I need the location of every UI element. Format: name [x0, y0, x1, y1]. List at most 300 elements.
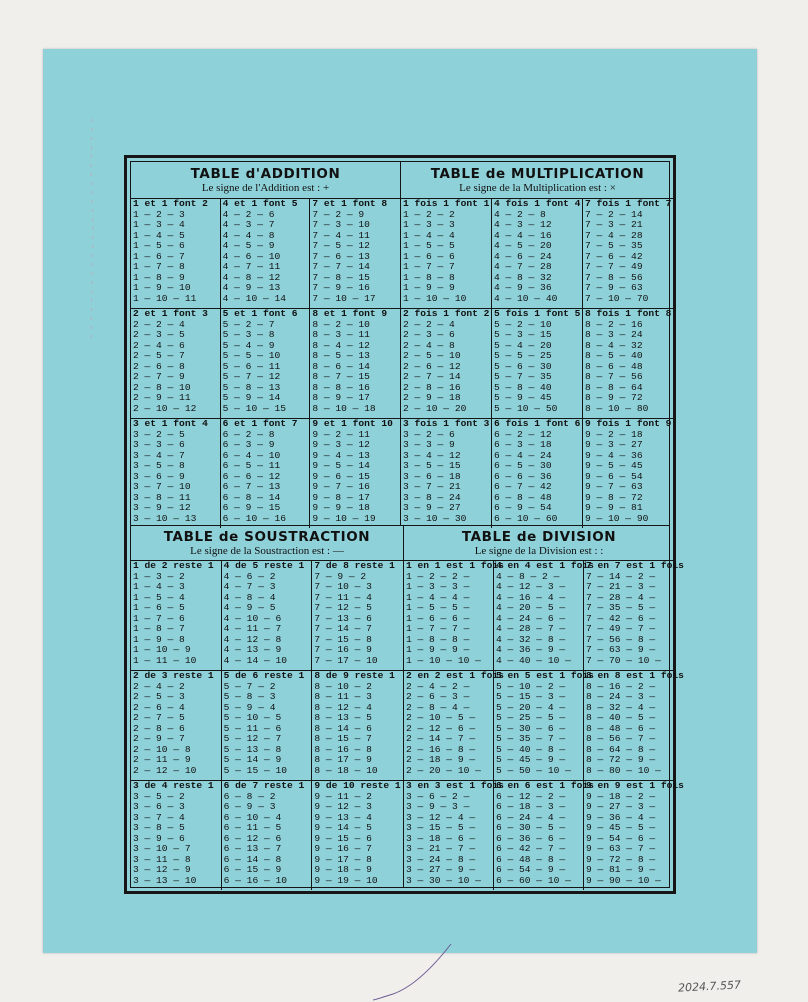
table-row: 7 — 5 — 35 — [585, 240, 643, 251]
table-row: 3 — 15 — 5 — — [406, 822, 476, 833]
table-row: 7 — 49 — 7 — — [586, 623, 656, 634]
table-row: 1 — 3 — 2 — [133, 570, 185, 582]
table-row: 8 — 24 — 3 — — [586, 691, 656, 702]
table-row: 6 — 8 — 2 — [223, 790, 276, 802]
table-row: 8 — 3 — 11 — [312, 329, 370, 340]
table-row: 8 — 16 — 2 — — [586, 680, 656, 692]
table-row: 7 — 14 — 7 — [314, 623, 372, 634]
table-row: 6 — 18 — 3 — — [496, 801, 566, 812]
table-row: 5 — 12 — 7 — [223, 733, 282, 744]
table-row: 1 — 4 — 4 — [403, 229, 455, 241]
table-row-header: 1 en 1 est 1 fois — [406, 560, 504, 571]
table-row: 1 — 9 — 9 — [403, 282, 455, 293]
table-row: 2 — 10 — 12 — [133, 402, 197, 414]
table-row-header: 8 en 8 est 1 fois — [586, 670, 684, 681]
table-row: 9 — 2 — 18 — [585, 428, 643, 440]
table-row: 3 — 12 — 4 — — [406, 811, 476, 823]
multiplication-title: TABLE de MULTIPLICATION — [430, 166, 645, 182]
table-row: 1 — 11 — 10 — [133, 654, 197, 666]
table-row: 6 — 5 — 11 — [222, 460, 281, 471]
soustraction-block-3 — [131, 780, 403, 890]
table-row: 8 — 10 — 18 — [312, 402, 376, 414]
table-row-header: 5 fois 1 font 5 — [494, 308, 581, 319]
table-row: 8 — 17 — 9 — [314, 754, 372, 765]
table-row: 5 — 10 — 5 — [223, 712, 282, 723]
table-row: 1 — 7 — 7 — [403, 261, 455, 272]
table-row: 5 — 3 — 15 — [494, 329, 552, 340]
table-row: 3 — 6 — 3 — [133, 801, 185, 812]
division-column — [494, 560, 594, 670]
table-row: 9 — 2 — 11 — [312, 428, 370, 440]
table-row: 4 — 2 — 6 — [222, 208, 275, 220]
table-row: 2 — 4 — 2 — — [406, 680, 470, 692]
table-row: 2 — 5 — 7 — [133, 350, 185, 361]
table-row: 8 — 16 — 8 — [314, 743, 372, 755]
table-row: 6 — 48 — 8 — — [496, 853, 566, 865]
table-row: 8 — 8 — 16 — [312, 381, 370, 393]
table-row: 7 — 35 — 5 — — [586, 602, 656, 613]
table-row: 5 — 9 — 14 — [222, 392, 281, 403]
table-row: 3 — 5 — 2 — [133, 790, 185, 802]
table-row: 9 — 17 — 8 — [314, 853, 372, 865]
table-row-header: 9 et 1 font 10 — [312, 418, 393, 429]
addition-table — [131, 162, 400, 525]
table-row: 8 — 10 — 2 — [314, 680, 372, 692]
table-row: 4 — 6 — 10 — [222, 250, 281, 262]
table-row: 7 — 10 — 3 — [314, 581, 372, 592]
table-row: 4 — 11 — 7 — [223, 623, 282, 634]
table-row: 5 — 11 — 6 — [223, 722, 282, 734]
table-row: 6 — 3 — 18 — [494, 439, 552, 450]
multiplication-column — [492, 309, 583, 418]
table-row-header: 5 en 5 est 1 fois — [496, 670, 594, 681]
table-row: 9 — 8 — 72 — [585, 491, 643, 503]
table-row: 3 — 11 — 8 — [133, 853, 191, 865]
table-row: 7 — 3 — 10 — [312, 219, 370, 230]
table-row: 5 — 13 — 8 — [223, 743, 282, 755]
table-row: 9 — 14 — 5 — [314, 822, 372, 833]
soustraction-column — [312, 671, 402, 780]
table-row: 1 — 6 — 5 — [133, 602, 185, 613]
table-row: 2 — 3 — 6 — [403, 329, 455, 340]
table-row: 6 — 60 — 10 — — [496, 874, 571, 886]
table-row: 4 — 9 — 36 — [494, 282, 552, 293]
division-title: TABLE de DIVISION — [461, 529, 617, 545]
addition-column — [221, 309, 311, 418]
table-row: 9 — 72 — 8 — — [586, 853, 656, 865]
table-row: 4 — 3 — 7 — [222, 219, 275, 230]
table-row: 4 — 10 — 6 — [223, 612, 282, 624]
table-row-header: 1 de 2 reste 1 — [133, 560, 214, 571]
table-row: 6 — 7 — 13 — [222, 481, 281, 492]
table-row: 7 — 28 — 4 — — [586, 591, 656, 603]
table-row: 7 — 7 — 14 — [312, 261, 370, 272]
table-row: 2 — 14 — 7 — — [406, 733, 476, 744]
table-row: 1 — 10 — 10 — [403, 292, 467, 304]
table-row: 3 — 2 — 5 — [133, 428, 185, 440]
table-row: 3 — 10 — 30 — [403, 512, 467, 524]
table-row: 1 — 2 — 3 — [133, 208, 185, 220]
division-block-2 — [404, 670, 684, 780]
division-column — [494, 780, 594, 890]
table-row-header: 3 et 1 font 4 — [133, 418, 208, 429]
table-row: 9 — 3 — 27 — [585, 439, 643, 450]
multiplication-column — [492, 199, 583, 308]
soustraction-column — [131, 671, 222, 780]
table-row: 2 — 10 — 20 — [403, 402, 467, 414]
table-row: 2 — 18 — 9 — — [406, 754, 476, 765]
division-table — [404, 527, 684, 886]
table-row: 1 — 7 — 8 — [133, 261, 185, 272]
table-row: 2 — 6 — 3 — — [406, 691, 470, 702]
table-row: 7 — 63 — 9 — — [586, 644, 656, 655]
table-row: 7 — 7 — 49 — [585, 261, 643, 272]
table-row-header: 9 fois 1 font 9 — [585, 418, 672, 429]
table-row: 6 — 24 — 4 — — [496, 811, 566, 823]
table-row: 6 — 9 — 15 — [222, 502, 281, 513]
division-block-1 — [404, 560, 684, 670]
table-row: 5 — 25 — 5 — — [496, 712, 566, 723]
table-row: 2 — 6 — 12 — [403, 360, 461, 372]
table-row: 8 — 80 — 10 — — [586, 764, 661, 776]
table-row: 7 — 13 — 6 — [314, 612, 372, 624]
soustraction-column — [131, 781, 222, 890]
addition-column — [131, 309, 221, 418]
table-row: 6 — 8 — 48 — [494, 491, 552, 503]
table-row: 4 — 7 — 3 — [223, 581, 276, 592]
table-row: 4 — 40 — 10 — — [496, 654, 571, 666]
table-row: 4 — 7 — 28 — [494, 261, 552, 272]
table-row: 6 — 2 — 12 — [494, 428, 552, 440]
division-block-3 — [404, 780, 684, 890]
table-row: 9 — 6 — 15 — [312, 470, 370, 482]
table-row: 6 — 11 — 5 — [223, 822, 282, 833]
table-row: 7 — 42 — 6 — — [586, 612, 656, 624]
table-row: 8 — 11 — 3 — [314, 691, 372, 702]
table-row: 9 — 7 — 16 — [312, 481, 370, 492]
table-row: 1 — 5 — 6 — [133, 240, 185, 251]
table-row: 4 — 8 — 4 — [223, 591, 276, 603]
table-row: 9 — 11 — 2 — [314, 790, 372, 802]
table-row-header: 7 de 8 reste 1 — [314, 560, 395, 571]
table-row-header: 8 de 9 reste 1 — [314, 670, 395, 681]
table-row: 8 — 8 — 64 — [585, 381, 643, 393]
table-row: 3 — 30 — 10 — — [406, 874, 481, 886]
table-row: 3 — 27 — 9 — — [406, 864, 476, 875]
table-row: 5 — 4 — 20 — [494, 339, 552, 351]
soustraction-block-1 — [131, 560, 403, 670]
table-row: 2 — 6 — 4 — [133, 701, 185, 713]
table-row: 9 — 6 — 54 — [585, 470, 643, 482]
table-row: 2 — 8 — 16 — [403, 381, 461, 393]
multiplication-column — [401, 419, 492, 528]
table-row-header: 4 de 5 reste 1 — [223, 560, 305, 571]
table-row: 3 — 13 — 10 — [133, 874, 197, 886]
table-row-header: 3 en 3 est 1 fois — [406, 780, 504, 791]
table-row: 2 — 4 — 6 — [133, 339, 185, 351]
vertical-divider-top — [400, 162, 401, 526]
multiplication-block-1 — [401, 198, 674, 308]
table-row: 8 — 9 — 17 — [312, 392, 370, 403]
addition-column — [310, 419, 399, 528]
table-row: 3 — 6 — 18 — [403, 470, 461, 482]
table-row: 9 — 81 — 9 — — [586, 864, 656, 875]
table-row: 4 — 8 — 12 — [222, 271, 281, 283]
table-row: 7 — 11 — 4 — [314, 591, 372, 603]
table-row-header: 6 fois 1 font 6 — [494, 418, 581, 429]
addition-title: TABLE d'ADDITION — [190, 166, 341, 182]
soustraction-column — [312, 781, 402, 890]
table-row: 5 — 2 — 10 — [494, 318, 552, 330]
table-row: 7 — 17 — 10 — [314, 654, 378, 666]
table-row: 3 — 18 — 6 — — [406, 832, 476, 844]
table-row: 1 — 8 — 8 — [403, 271, 455, 283]
table-row: 8 — 5 — 40 — [585, 350, 643, 361]
table-row: 1 — 4 — 5 — [133, 229, 185, 241]
table-row: 2 — 7 — 5 — [133, 712, 185, 723]
table-row: 8 — 7 — 15 — [312, 371, 370, 382]
table-row: 6 — 12 — 2 — — [496, 790, 566, 802]
table-row: 1 — 9 — 9 — — [406, 644, 470, 655]
table-row: 9 — 90 — 10 — — [586, 874, 661, 886]
multiplication-column — [401, 309, 492, 418]
table-row: 3 — 8 — 24 — [403, 491, 461, 503]
table-row-header: 1 et 1 font 2 — [133, 198, 208, 209]
table-row: 6 — 15 — 9 — [223, 864, 282, 875]
table-row: 6 — 9 — 54 — [494, 502, 552, 513]
table-row: 4 — 5 — 9 — [222, 240, 275, 251]
table-row: 2 — 4 — 8 — [403, 339, 455, 351]
table-row: 3 — 5 — 15 — [403, 460, 461, 471]
table-row: 5 — 15 — 3 — — [496, 691, 566, 702]
table-row: 3 — 9 — 12 — [133, 502, 191, 513]
soustraction-block-2 — [131, 670, 403, 780]
table-row: 5 — 3 — 8 — [222, 329, 275, 340]
addition-column — [131, 419, 221, 528]
table-row-header: 7 et 1 font 8 — [312, 198, 388, 209]
table-row: 5 — 10 — 50 — [494, 402, 558, 414]
subtraction-table — [131, 527, 403, 886]
table-row: 1 — 6 — 6 — — [406, 612, 470, 624]
multiplication-block-2 — [401, 308, 674, 418]
table-row: 9 — 54 — 6 — — [586, 832, 656, 844]
table-row: 4 — 8 — 2 — — [496, 570, 560, 582]
tables-grid — [130, 161, 684, 888]
table-row: 2 — 10 — 5 — — [406, 712, 476, 723]
table-row: 6 — 9 — 3 — [223, 801, 276, 812]
addition-column — [131, 199, 221, 308]
addition-block-3 — [131, 418, 400, 528]
table-row: 9 — 3 — 12 — [312, 439, 370, 450]
table-row: 9 — 9 — 18 — [312, 502, 370, 513]
table-row: 9 — 19 — 10 — [314, 874, 378, 886]
table-row: 2 — 8 — 4 — — [406, 701, 470, 713]
table-row: 1 — 10 — 11 — [133, 292, 197, 304]
table-row: 5 — 2 — 7 — [222, 318, 275, 330]
table-row: 7 — 4 — 11 — [312, 229, 370, 241]
table-row: 6 — 12 — 6 — [223, 832, 282, 844]
table-row: 9 — 4 — 13 — [312, 449, 370, 461]
table-row: 1 — 3 — 3 — [403, 219, 455, 230]
table-row: 2 — 3 — 5 — [133, 329, 185, 340]
table-row: 4 — 3 — 12 — [494, 219, 552, 230]
table-row: 3 — 3 — 9 — [403, 439, 455, 450]
table-row: 2 — 8 — 6 — [133, 722, 185, 734]
table-row: 7 — 10 — 17 — [312, 292, 376, 304]
table-row: 6 — 42 — 7 — — [496, 843, 566, 854]
table-row: 6 — 30 — 5 — — [496, 822, 566, 833]
table-row: 8 — 13 — 5 — [314, 712, 372, 723]
table-row-header: 1 fois 1 font 1 — [403, 198, 490, 209]
table-row: 4 — 7 — 11 — [222, 261, 281, 272]
subtraction-subtitle: Le signe de la Soustraction est : — — [190, 545, 344, 557]
table-row: 8 — 40 — 5 — — [586, 712, 656, 723]
table-row: 1 — 8 — 9 — [133, 271, 185, 283]
table-row: 6 — 10 — 60 — [494, 512, 558, 524]
table-row: 9 — 27 — 3 — — [586, 801, 656, 812]
soustraction-column — [222, 561, 313, 670]
table-row: 5 — 20 — 4 — — [496, 701, 566, 713]
table-row-header: 5 et 1 font 6 — [222, 308, 298, 319]
table-row: 5 — 4 — 9 — [222, 339, 275, 351]
table-row: 9 — 5 — 14 — [312, 460, 370, 471]
table-row: 1 — 9 — 10 — [133, 282, 191, 293]
table-row: 2 — 5 — 3 — [133, 691, 185, 702]
table-row: 7 — 9 — 63 — [585, 282, 643, 293]
table-row: 7 — 6 — 13 — [312, 250, 370, 262]
table-row: 8 — 12 — 4 — [314, 701, 372, 713]
addition-block-1 — [131, 198, 400, 308]
table-row: 7 — 56 — 8 — — [586, 633, 656, 645]
table-row: 2 — 9 — 7 — [133, 733, 185, 744]
table-row: 8 — 9 — 72 — [585, 392, 643, 403]
horizontal-divider — [131, 525, 669, 526]
table-row: 3 — 9 — 27 — [403, 502, 461, 513]
table-row: 1 — 3 — 3 — — [406, 581, 470, 592]
division-subtitle: Le signe de la Division est : : — [474, 545, 604, 557]
table-row: 8 — 56 — 7 — — [586, 733, 656, 744]
table-row: 1 — 7 — 7 — — [406, 623, 470, 634]
table-row: 3 — 4 — 7 — [133, 449, 185, 461]
table-row-header: 9 en 9 est 1 fois — [586, 780, 684, 791]
table-row: 4 — 12 — 3 — — [496, 581, 566, 592]
multiplication-column — [583, 309, 673, 418]
table-row: 4 — 8 — 32 — [494, 271, 552, 283]
table-row: 7 — 14 — 2 — — [586, 570, 656, 582]
table-row: 3 — 8 — 11 — [133, 491, 191, 503]
table-row: 6 — 14 — 8 — [223, 853, 282, 865]
multiplication-column — [401, 199, 492, 308]
division-column — [404, 560, 504, 670]
table-row: 9 — 5 — 45 — [585, 460, 643, 471]
table-row: 3 — 3 — 6 — [133, 439, 185, 450]
table-row: 7 — 70 — 10 — — [586, 654, 661, 666]
table-row: 1 — 9 — 8 — [133, 633, 185, 645]
multiplication-column — [492, 419, 583, 528]
table-row: 8 — 32 — 4 — — [586, 701, 656, 713]
addition-column — [221, 419, 311, 528]
table-row: 1 — 7 — 6 — [133, 612, 185, 624]
table-row: 8 — 15 — 7 — [314, 733, 372, 744]
table-row: 1 — 8 — 8 — — [406, 633, 470, 645]
table-row: 6 — 8 — 14 — [222, 491, 281, 503]
table-row: 3 — 4 — 12 — [403, 449, 461, 461]
table-row: 2 — 9 — 11 — [133, 392, 191, 403]
table-row: 5 — 9 — 45 — [494, 392, 552, 403]
table-row: 2 — 7 — 14 — [403, 371, 461, 382]
table-row: 2 — 6 — 8 — [133, 360, 185, 372]
table-row: 6 — 16 — 10 — [223, 874, 287, 886]
table-row: 5 — 50 — 10 — — [496, 764, 571, 776]
table-row: 1 — 6 — 6 — [403, 250, 455, 262]
table-row: 5 — 40 — 8 — — [496, 743, 566, 755]
soustraction-column — [312, 561, 402, 670]
table-row: 5 — 7 — 12 — [222, 371, 281, 382]
table-row: 8 — 2 — 10 — [312, 318, 370, 330]
multiplication-block-3 — [401, 418, 674, 528]
table-row: 9 — 63 — 7 — — [586, 843, 656, 854]
table-row-header: 2 fois 1 font 2 — [403, 308, 490, 319]
table-row: 9 — 45 — 5 — — [586, 822, 656, 833]
table-row: 6 — 6 — 12 — [222, 470, 281, 482]
table-row: 7 — 3 — 21 — [585, 219, 643, 230]
table-row: 5 — 7 — 35 — [494, 371, 552, 382]
table-row: 8 — 5 — 13 — [312, 350, 370, 361]
table-row: 5 — 15 — 10 — [223, 764, 287, 776]
table-row: 6 — 10 — 4 — [223, 811, 282, 823]
table-row: 4 — 2 — 8 — [494, 208, 546, 220]
soustraction-column — [131, 561, 222, 670]
table-row-header: 3 fois 1 font 3 — [403, 418, 490, 429]
table-row: 5 — 30 — 6 — — [496, 722, 566, 734]
table-row: 2 — 5 — 10 — [403, 350, 461, 361]
table-row: 3 — 24 — 8 — — [406, 853, 476, 865]
table-row: 6 — 5 — 30 — [494, 460, 552, 471]
table-row: 7 — 2 — 14 — [585, 208, 643, 220]
pencil-margin-mark — [87, 109, 97, 409]
soustraction-column — [222, 671, 313, 780]
table-row: 1 — 6 — 7 — [133, 250, 185, 262]
multiplication-table — [401, 162, 674, 525]
table-row-header: 7 fois 1 font 7 — [585, 198, 672, 209]
division-column — [404, 780, 504, 890]
table-row: 3 — 7 — 21 — [403, 481, 461, 492]
table-row: 6 — 4 — 24 — [494, 449, 552, 461]
table-row: 4 — 16 — 4 — — [496, 591, 566, 603]
table-row: 7 — 9 — 2 — [314, 570, 367, 582]
table-row: 7 — 9 — 16 — [312, 282, 370, 293]
table-row: 9 — 9 — 81 — [585, 502, 643, 513]
vertical-divider-bottom — [403, 526, 404, 887]
table-row: 3 — 5 — 8 — [133, 460, 185, 471]
table-row: 9 — 10 — 19 — [312, 512, 376, 524]
table-row: 4 — 20 — 5 — — [496, 602, 566, 613]
table-row: 7 — 16 — 9 — [314, 644, 372, 655]
multiplication-column — [583, 199, 673, 308]
table-row: 7 — 15 — 8 — [314, 633, 372, 645]
table-row: 2 — 12 — 6 — — [406, 722, 476, 734]
table-row: 3 — 6 — 9 — [133, 470, 185, 482]
table-row: 2 — 2 — 4 — [403, 318, 455, 330]
table-row: 6 — 6 — 36 — [494, 470, 552, 482]
table-row: 2 — 2 — 4 — [133, 318, 185, 330]
addition-column — [310, 199, 399, 308]
table-row: 5 — 45 — 9 — — [496, 754, 566, 765]
table-row: 9 — 18 — 9 — [314, 864, 372, 875]
table-row-header: 4 en 4 est 1 fois — [496, 560, 594, 571]
table-row-header: 8 fois 1 font 8 — [585, 308, 672, 319]
table-row: 6 — 10 — 16 — [222, 512, 286, 524]
